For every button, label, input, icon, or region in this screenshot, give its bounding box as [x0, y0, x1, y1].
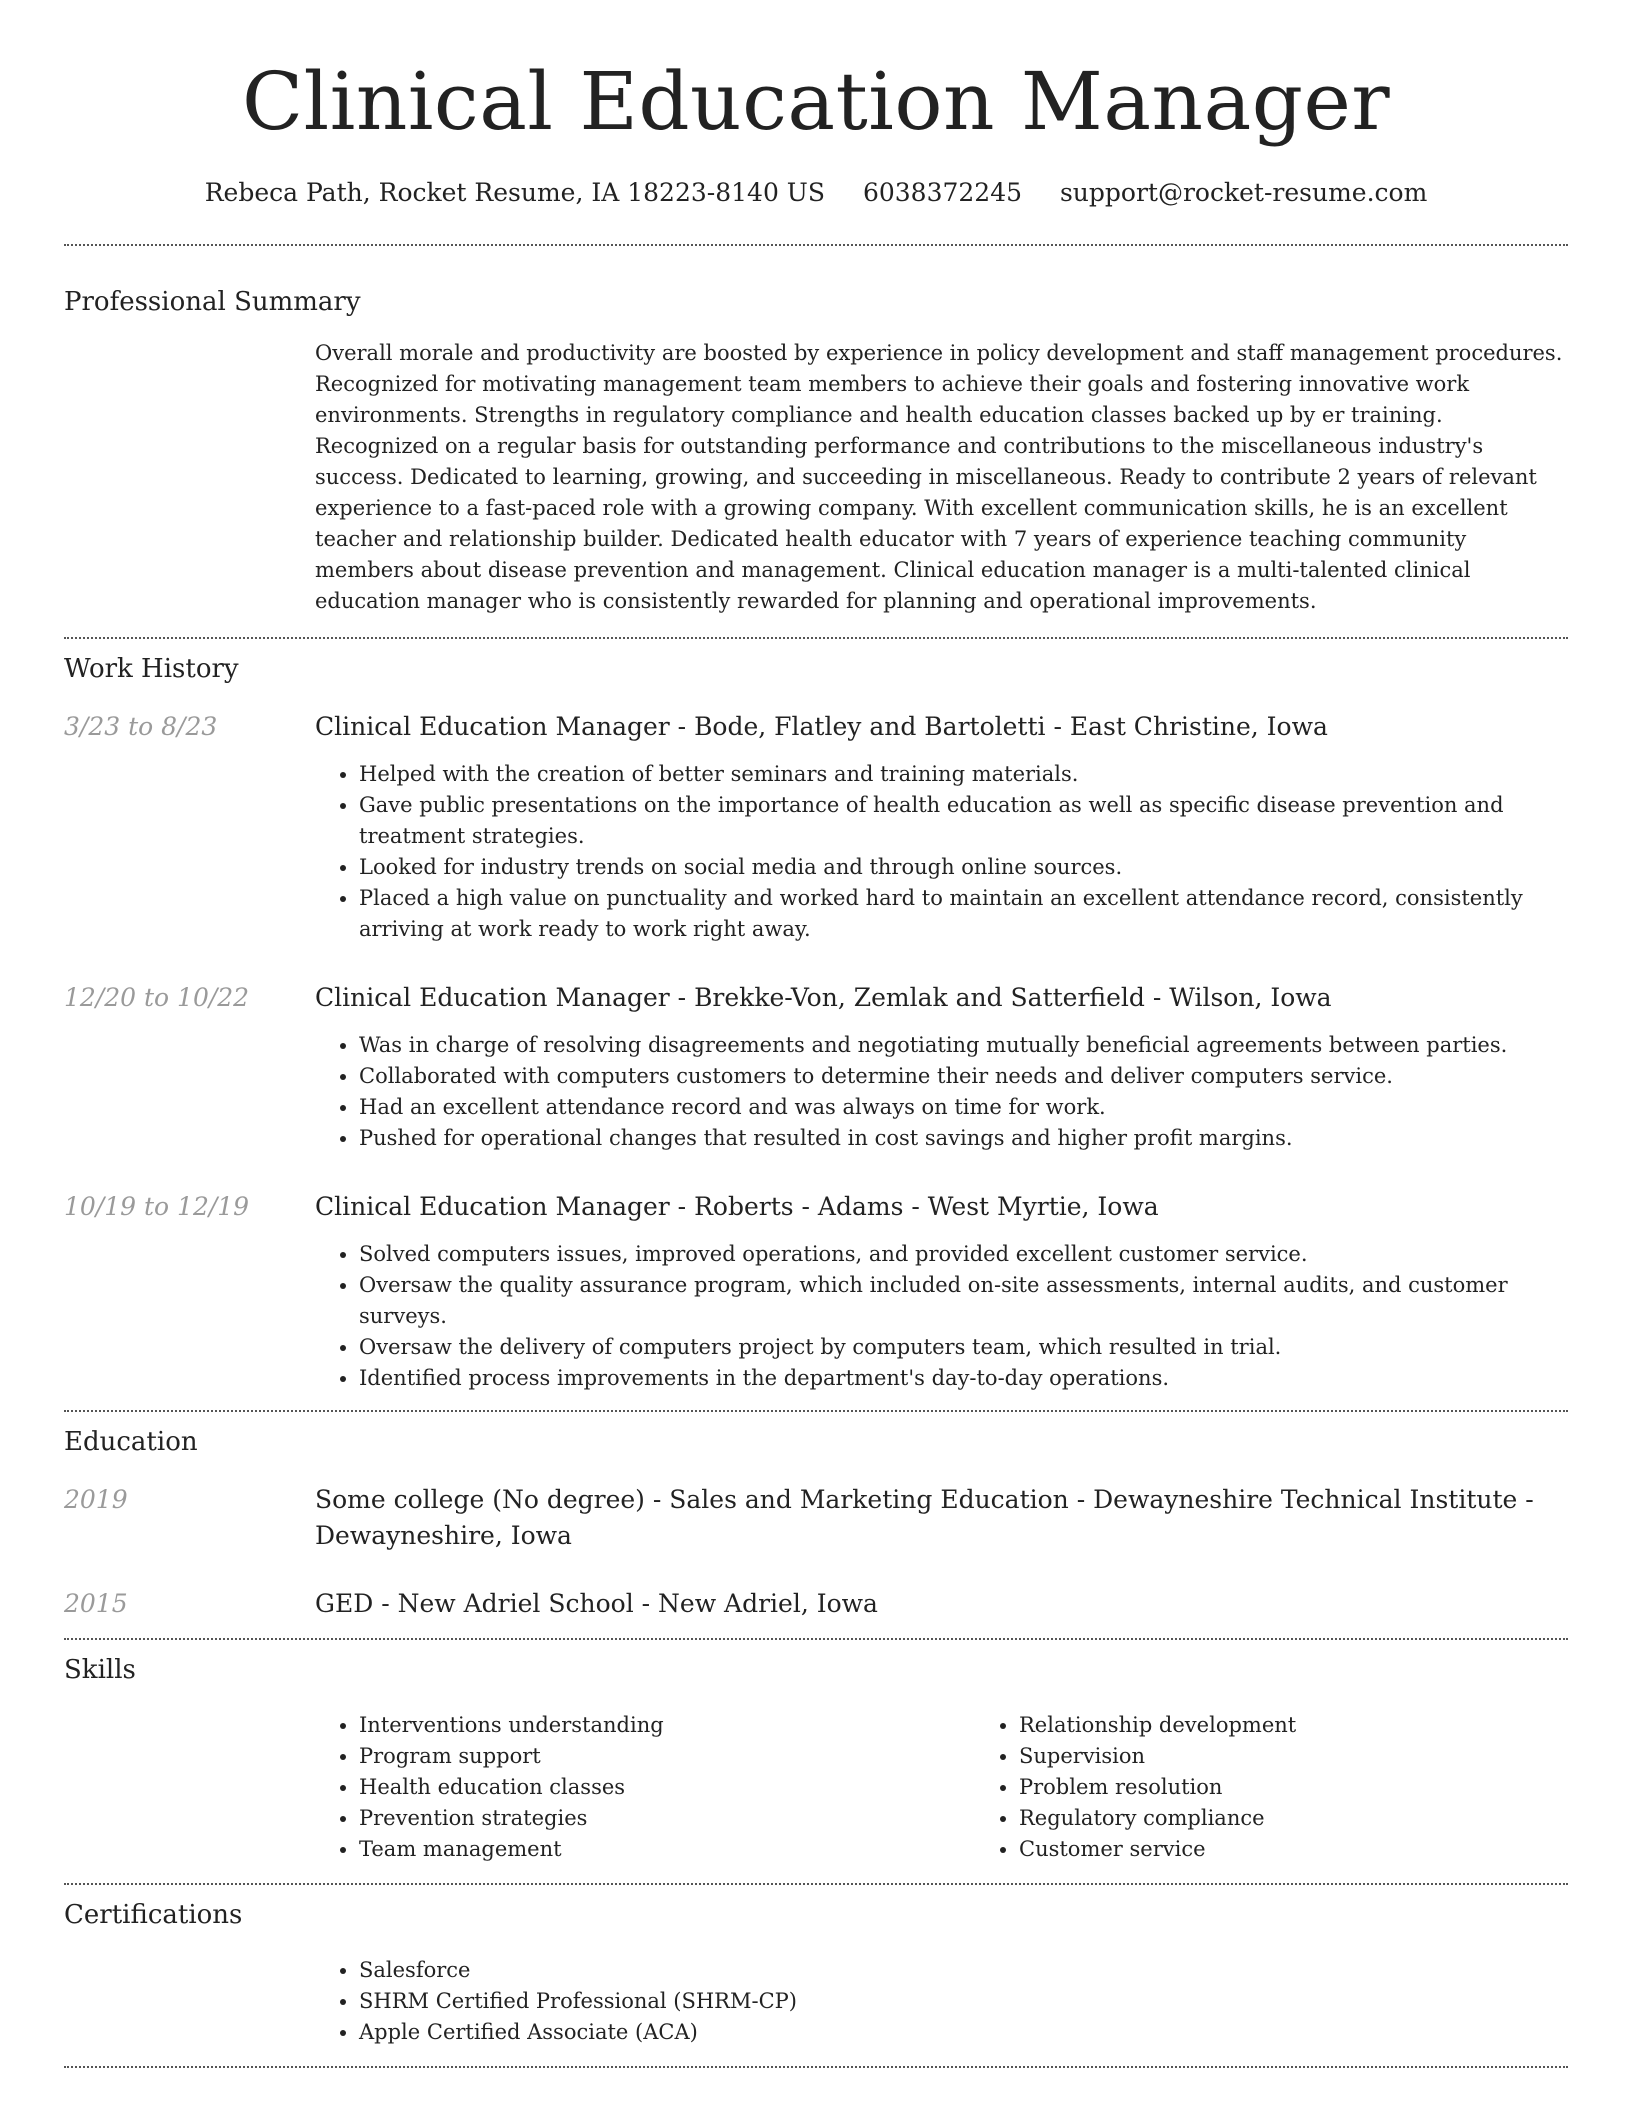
job-date: 12/20 to 10/22 — [64, 983, 250, 1012]
education-heading: GED - New Adriel School - New Adriel, Iowa — [315, 1589, 878, 1618]
job-heading: Clinical Education Manager - Bode, Flatley and Bartoletti - East Christine, Iowa — [315, 712, 1328, 741]
job-heading: Clinical Education Manager - Brekke-Von, Zemlak and Satterfield - Wilson, Iowa — [315, 983, 1332, 1012]
footer-divider — [64, 2066, 1568, 2068]
skill-item: • Interventions understanding — [359, 1710, 975, 1741]
skill-item: • Regulatory compliance — [1019, 1803, 1632, 1834]
skill-item: • Team management — [359, 1834, 975, 1865]
contact-email: support@rocket-resume.com — [1059, 178, 1428, 207]
education-entry — [64, 1482, 1568, 1554]
education-section — [64, 1410, 1568, 1638]
education-title: Education — [64, 1427, 198, 1457]
certifications-list — [315, 1955, 1568, 2048]
certifications-section — [64, 1883, 1568, 2066]
certification-item: • Salesforce — [359, 1955, 1568, 1986]
summary-text: Overall morale and productivity are boosted by experience in policy development and staff management procedures. Recognized for motivating management team members to achieve their goals and fostering innovative work environments. Strengths in regulatory compliance and health education classes backed up by er training. Recognized on a regular basis for outstanding performance and contributions to the miscellaneous industry's success. Dedicated to learning, growing, and succeeding in miscellaneous. Ready to contribute 2 years of relevant experience to a fast-paced role with a growing company. With excellent communication skills, he is an excellent teacher and relationship builder. Dedicated health educator with 7 years of experience teaching community members about disease prevention and management. Clinical education manager is a multi-talented clinical education manager who is consistently rewarded for planning and operational improvements. — [315, 341, 1563, 613]
skills-section — [64, 1638, 1568, 1883]
job-bullet: • Solved computers issues, improved operations, and provided excellent customer service. — [359, 1239, 1568, 1270]
education-heading: Some college (No degree) - Sales and Marketing Education - Dewayneshire Technical Institute - Dewayneshire, Iowa — [315, 1485, 1534, 1550]
certification-item: • Apple Certified Associate (ACA) — [359, 2017, 1568, 2048]
job-heading: Clinical Education Manager - Roberts - Adams - West Myrtie, Iowa — [315, 1192, 1159, 1221]
skills-columns — [315, 1710, 1568, 1865]
job-bullet: • Gave public presentations on the importance of health education as well as specific disease prevention and treatment strategies. — [359, 790, 1568, 852]
education-entry — [64, 1586, 1568, 1622]
contact-address: Rebeca Path, Rocket Resume, IA 18223-8140 US — [204, 178, 825, 207]
skill-item: • Program support — [359, 1741, 975, 1772]
job-date: 3/23 to 8/23 — [64, 712, 218, 741]
job-bullet: • Was in charge of resolving disagreements and negotiating mutually beneficial agreements between parties. — [359, 1030, 1568, 1061]
contact-line — [0, 176, 1632, 210]
contact-phone: 6038372245 — [862, 178, 1023, 207]
job-bullet: • Placed a high value on punctuality and worked hard to maintain an excellent attendance record, consistently arriving at work ready to work right away. — [359, 883, 1568, 945]
resume-header — [0, 0, 1632, 244]
job-bullet: • Looked for industry trends on social media and through online sources. — [359, 852, 1568, 883]
job-bullet: • Oversaw the delivery of computers project by computers team, which resulted in trial. — [359, 1332, 1568, 1363]
education-date: 2015 — [64, 1589, 128, 1618]
skill-item: • Supervision — [1019, 1741, 1632, 1772]
skills-list-right — [975, 1710, 1632, 1865]
skill-item: • Relationship development — [1019, 1710, 1632, 1741]
work-history-title: Work History — [64, 654, 239, 684]
skill-item: • Prevention strategies — [359, 1803, 975, 1834]
job-bullets — [315, 1030, 1568, 1154]
job-bullets — [315, 759, 1568, 945]
job-bullets — [315, 1239, 1568, 1394]
job-bullet: • Oversaw the quality assurance program, which included on-site assessments, internal audits, and customer surveys. — [359, 1270, 1568, 1332]
work-history-section — [64, 637, 1568, 1410]
skills-title: Skills — [64, 1655, 136, 1685]
skill-item: • Problem resolution — [1019, 1772, 1632, 1803]
job-bullet: • Collaborated with computers customers to determine their needs and deliver computers service. — [359, 1061, 1568, 1092]
summary-title: Professional Summary — [64, 287, 361, 317]
job-bullet: • Pushed for operational changes that resulted in cost savings and higher profit margins. — [359, 1123, 1568, 1154]
certifications-title: Certifications — [64, 1900, 243, 1930]
job-date: 10/19 to 12/19 — [64, 1192, 250, 1221]
job-entry — [64, 709, 1568, 745]
education-date: 2019 — [64, 1485, 128, 1514]
skill-item: • Health education classes — [359, 1772, 975, 1803]
skill-item: • Customer service — [1019, 1834, 1632, 1865]
job-bullet: • Identified process improvements in the department's day-to-day operations. — [359, 1363, 1568, 1394]
certification-item: • SHRM Certified Professional (SHRM-CP) — [359, 1986, 1568, 2017]
summary-section — [64, 244, 1568, 637]
job-bullet: • Had an excellent attendance record and was always on time for work. — [359, 1092, 1568, 1123]
job-entry — [64, 1189, 1568, 1225]
skills-list-left — [315, 1710, 975, 1865]
resume-name: Clinical Education Manager — [241, 55, 1391, 148]
job-bullet: • Helped with the creation of better seminars and training materials. — [359, 759, 1568, 790]
job-entry — [64, 980, 1568, 1016]
